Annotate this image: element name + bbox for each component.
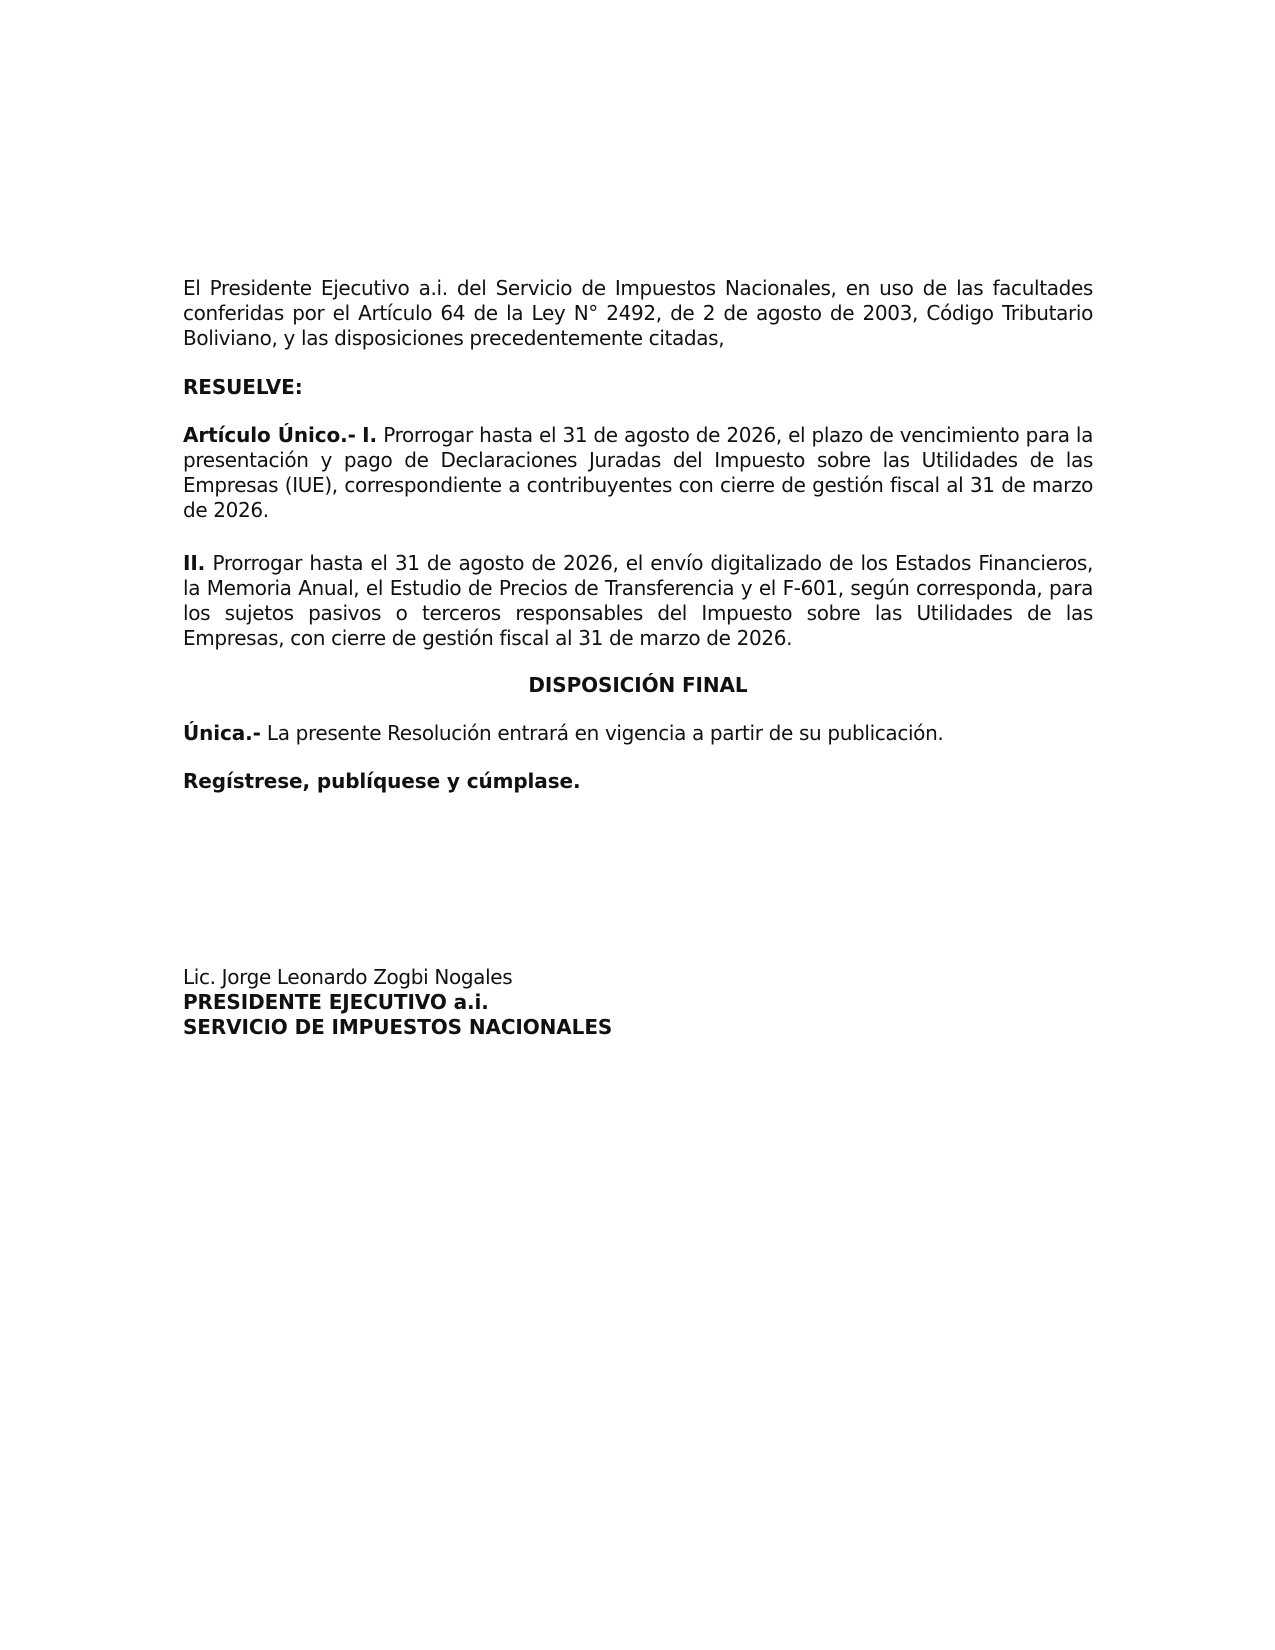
paragraph-ii [183, 551, 1093, 651]
signatory-name: Lic. Jorge Leonardo Zogbi Nogales [183, 965, 513, 989]
signatory-title: PRESIDENTE EJECUTIVO a.i. [183, 990, 489, 1014]
unica-paragraph [183, 721, 1093, 746]
unica-label: Única.- [183, 721, 261, 745]
unica-text: La presente Resolución entrará en vigencia a partir de su publicación. [266, 721, 944, 745]
numeral-ii: II. [183, 551, 206, 575]
articulo-unico-paragraph [183, 423, 1093, 523]
signatory-institution: SERVICIO DE IMPUESTOS NACIONALES [183, 1015, 613, 1039]
articulo-unico-text: Prorrogar hasta el 31 de agosto de 2026, el plazo de vencimiento para la presentación y pago de Declaraciones Juradas del Impuesto sobre las Utilidades de las Empresas (IUE), correspondiente a contribuyentes con cierre de gestión fiscal al 31 de marzo de 2026. [183, 423, 1093, 522]
articulo-unico-label: Artículo Único.- [183, 423, 356, 447]
document-body [183, 276, 1093, 794]
numeral-i: I. [362, 423, 377, 447]
closing-formula: Regístrese, publíquese y cúmplase. [183, 769, 581, 793]
disposicion-final-heading: DISPOSICIÓN FINAL [528, 673, 748, 697]
paragraph-ii-text: Prorrogar hasta el 31 de agosto de 2026, el envío digitalizado de los Estados Financieros, la Memoria Anual, el Estudio de Precios de Transferencia y el F-601, según corresponda, para los sujetos pasivos o terceros responsables del Impuesto sobre las Utilidades de las Empresas, con cierre de gestión fiscal al 31 de marzo de 2026. [183, 551, 1093, 650]
signature-block [183, 965, 1093, 1040]
intro-paragraph: El Presidente Ejecutivo a.i. del Servicio de Impuestos Nacionales, en uso de las facultades conferidas por el Artículo 64 de la Ley N° 2492, de 2 de agosto de 2003, Código Tributario Boliviano, y las disposiciones precedentemente citadas, [183, 276, 1093, 350]
resuelve-heading: RESUELVE: [183, 375, 303, 399]
